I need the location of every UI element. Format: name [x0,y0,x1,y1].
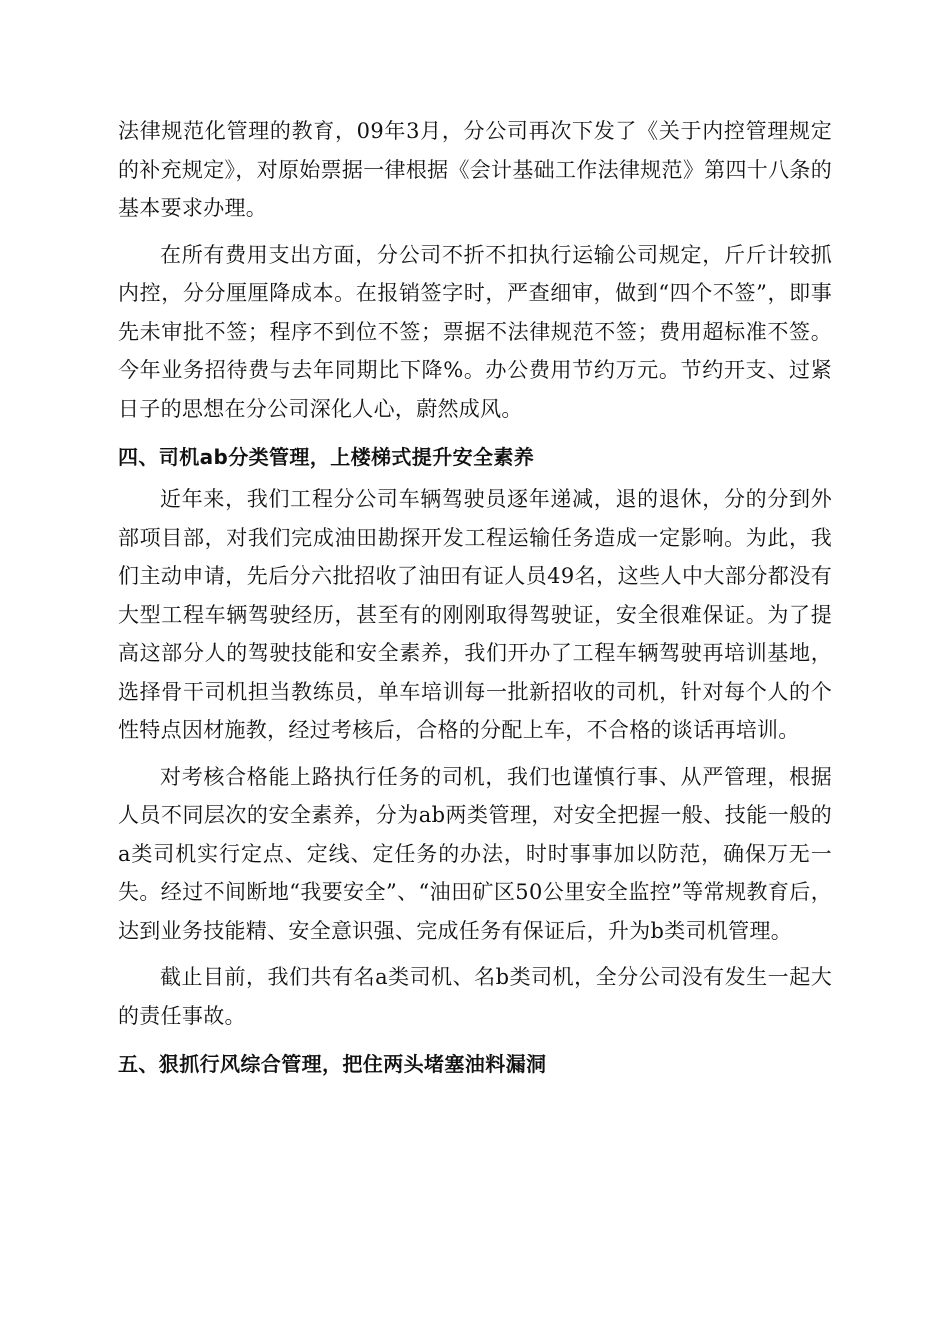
document-body [118,112,832,1087]
paragraph-spacer [118,228,832,236]
paragraph-ab-management: 对考核合格能上路执行任务的司机，我们也谨慎行事、从严管理，根据人员不同层次的安全素养，分为ab两类管理，对安全把握一般、技能一般的a类司机实行定点、定线、定任务的办法，时时事事加以防范，确保万无一失。经过不间断地“我要安全”、“油田矿区50公里安全监控”等常规教育后，达到业务技能精、安全意识强、完成任务有保证后，升为b类司机管理。 [118,764,832,943]
paragraph-financial-education: 法律规范化管理的教育，09年3月，分公司再次下发了《关于内控管理规定的补充规定》，对原始票据一律根据《会计基础工作法律规范》第四十八条的基本要求办理。 [118,119,832,220]
paragraph-spacer [118,428,832,436]
paragraph-driver-recruitment: 近年来，我们工程分公司车辆驾驶员逐年递减，退的退休，分的分到外部项目部，对我们完成油田勘探开发工程运输任务造成一定影响。为此，我们主动申请，先后分六批招收了油田有证人员49名，这些人中大部分都没有大型工程车辆驾驶经历，甚至有的刚刚取得驾驶证，安全很难保证。为了提高这部分人的驾驶技能和安全素养，我们开办了工程车辆驾驶再培训基地，选择骨干司机担当教练员，单车培训每一批新招收的司机，针对每个人的个性特点因材施教，经过考核后，合格的分配上车，不合格的谈话再培训。 [118,487,832,742]
paragraph-spacer [118,750,832,758]
section-heading-driver-classification: 四、司机ab分类管理，上楼梯式提升安全素养 [118,445,535,469]
paragraph-expense-control: 在所有费用支出方面，分公司不折不扣执行运输公司规定，斤斤计较抓内控，分分厘厘降成本。在报销签字时，严查细审，做到“四个不签”，即事先未审批不签；程序不到位不签；票据不法律规范不签；费用超标准不签。今年业务招待费与去年同期比下降%。办公费用节约万元。节约开支、过紧日子的思想在分公司深化人心，蔚然成风。 [118,242,832,421]
paragraph-spacer [118,950,832,958]
section-heading-conduct-management: 五、狠抓行风综合管理，把住两头堵塞油料漏洞 [118,1052,547,1076]
paragraph-driver-count: 截止目前，我们共有名a类司机、名b类司机，全分公司没有发生一起大的责任事故。 [118,965,832,1028]
paragraph-spacer [118,1035,832,1043]
